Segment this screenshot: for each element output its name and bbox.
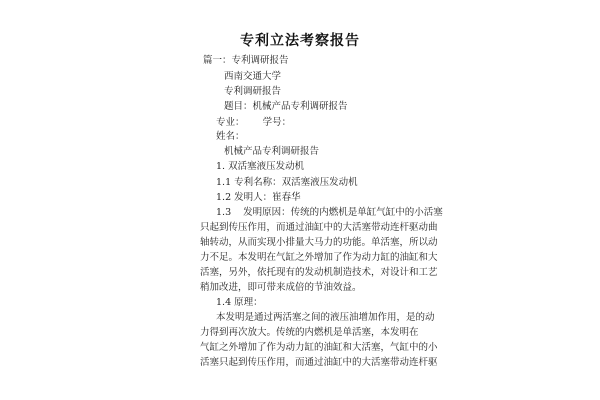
heading-1-4: 1.4 原理： <box>216 297 263 308</box>
paragraph-1-4-line-2: 力得到再次放大。传统的内燃机是单活塞，本发明在 <box>200 327 419 338</box>
name-field: 姓名： <box>216 131 245 142</box>
section-heading-part-one: 篇一：专利调研报告 <box>203 55 289 66</box>
paragraph-1-3-line-3: 轴转动，从而实现小排量大马力的功能。单活塞，所以动 <box>200 237 438 248</box>
university-name: 西南交通大学 <box>224 71 282 82</box>
document-title: 专利立法考察报告 <box>240 33 360 49</box>
heading-1-1: 1.1 专利名称：双活塞液压发动机 <box>216 177 358 188</box>
paragraph-1-4-line-1: 本发明是通过两活塞之间的液压油增加作用，是的动 <box>216 312 435 323</box>
report-subtitle: 机械产品专利调研报告 <box>224 146 320 157</box>
report-topic: 题目：机械产品专利调研报告 <box>224 101 348 112</box>
paragraph-1-3-line-5: 活塞，另外，依托现有的发动机制造技术，对设计和工艺 <box>200 267 438 278</box>
paragraph-1-4-line-3: 气缸之外增加了作为动力缸的油缸和大活塞，气缸中的小 <box>200 342 438 353</box>
paragraph-1-3-line-4: 力不足。本发明在气缸之外增加了作为动力缸的油缸和大 <box>200 252 438 263</box>
report-type: 专利调研报告 <box>224 86 282 97</box>
heading-1-2: 1.2 发明人：崔春华 <box>216 192 301 203</box>
paragraph-1-4-line-4: 活塞只起到传压作用，而通过油缸中的大活塞带动连杆驱 <box>200 357 438 368</box>
paragraph-1-3-line-2: 只起到传压作用，而通过油缸中的大活塞带动连杆驱动曲 <box>200 222 438 233</box>
major-and-student-id: 专业： 学号： <box>216 117 292 128</box>
paragraph-1-3-line-1: 1.3 发明原因：传统的内燃机是单缸气缸中的小活塞 <box>216 207 443 218</box>
paragraph-1-3-line-6: 稍加改进，即可带来成倍的节油效益。 <box>200 282 362 293</box>
heading-1: 1. 双活塞液压发动机 <box>216 161 305 172</box>
